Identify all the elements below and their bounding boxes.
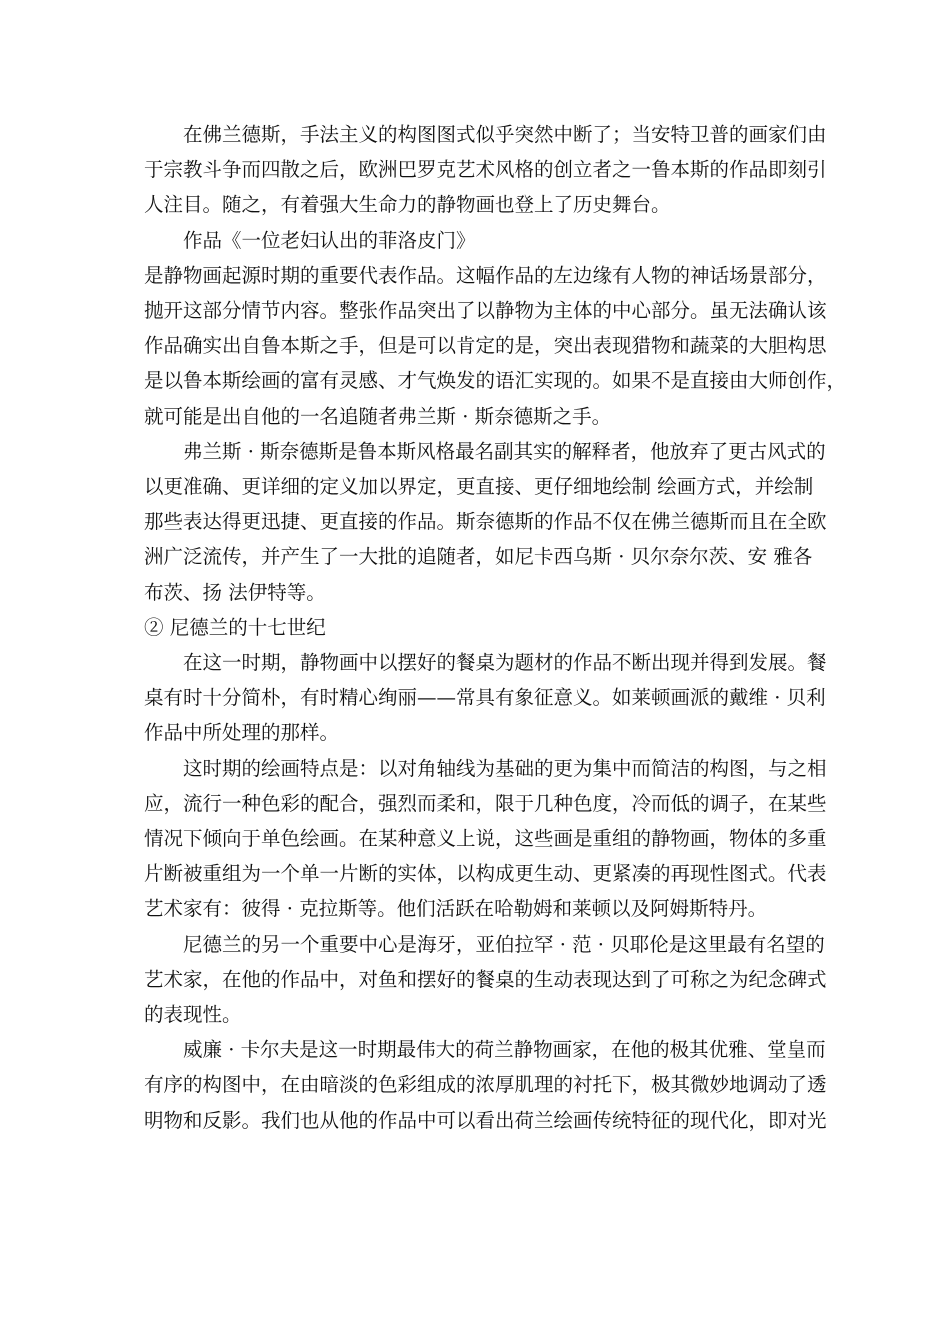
text-line: 弗兰斯 · 斯奈德斯是鲁本斯风格最名副其实的解释者，他放弃了更古风式的: [183, 439, 826, 463]
paragraph-artwork-description: [144, 258, 847, 434]
paragraph-the-hague: [144, 927, 827, 1033]
text-line: 洲广泛流传，并产生了一大批的追随者，如尼卡西乌斯 · 贝尔奈尔茨、安 雅各: [144, 545, 813, 569]
paragraph-period-characteristics: [144, 751, 827, 927]
section-heading-netherlands-17th-century: [144, 610, 808, 645]
text-line: 人注目。随之，有着强大生命力的静物画也登上了历史舞台。: [144, 193, 671, 217]
text-line: 艺术家，在他的作品中，对鱼和摆好的餐桌的生动表现达到了可称之为纪念碑式: [144, 967, 827, 991]
paragraph-snyders: [144, 434, 827, 610]
document-page: [144, 117, 847, 1138]
text-line: 是静物画起源时期的重要代表作品。这幅作品的左边缘有人物的神话场景部分，: [144, 263, 827, 287]
text-line: 的表现性。: [144, 1003, 242, 1027]
text-line: 艺术家有：彼得 · 克拉斯等。他们活跃在哈勒姆和莱顿以及阿姆斯特丹。: [144, 897, 768, 921]
text-line: 在这一时期，静物画中以摆好的餐桌为题材的作品不断出现并得到发展。餐: [183, 651, 827, 675]
paragraph-set-table: [144, 645, 827, 751]
text-line: 有序的构图中，在由暗淡的色彩组成的浓厚肌理的衬托下，极其微妙地调动了透: [144, 1073, 827, 1097]
text-line: 作品《一位老妇认出的菲洛皮门》: [183, 228, 476, 252]
text-line: 应，流行一种色彩的配合，强烈而柔和，限于几种色度，冷而低的调子，在某些: [144, 791, 827, 815]
text-line: 片断被重组为一个单一片断的实体，以构成更生动、更紧凑的再现性图式。代表: [144, 862, 827, 886]
paragraph-flanders-intro: [144, 117, 827, 223]
text-line: 情况下倾向于单色绘画。在某种意义上说，这些画是重组的静物画，物体的多重: [144, 827, 827, 851]
text-line: 就可能是出自他的一名追随者弗兰斯 · 斯奈德斯之手。: [144, 404, 612, 428]
text-line: 尼德兰的另一个重要中心是海牙，亚伯拉罕 · 范 · 贝耶伦是这里最有名望的: [183, 932, 825, 956]
text-line: 布茨、扬 法伊特等。: [144, 580, 326, 604]
text-line: 于宗教斗争而四散之后，欧洲巴罗克艺术风格的创立者之一鲁本斯的作品即刻引: [144, 158, 827, 182]
text-line: 抛开这部分情节内容。整张作品突出了以静物为主体的中心部分。虽无法确认该: [144, 299, 827, 323]
text-line: 在佛兰德斯，手法主义的构图图式似乎突然中断了；当安特卫普的画家们由: [183, 123, 827, 146]
text-line: 威廉 · 卡尔夫是这一时期最伟大的荷兰静物画家，在他的极其优雅、堂皇而: [183, 1038, 826, 1062]
text-line: 这时期的绘画特点是：以对角轴线为基础的更为集中而简洁的构图，与之相: [183, 756, 827, 780]
text-line: 以更准确、更详细的定义加以界定，更直接、更仔细地绘制 绘画方式，并绘制: [144, 475, 814, 499]
text-line: 桌有时十分简朴，有时精心绚丽——常具有象征意义。如莱顿画派的戴维 · 贝利: [144, 686, 826, 710]
text-line: 作品中所处理的那样。: [144, 721, 340, 745]
section-heading: ② 尼德兰的十七世纪: [144, 615, 326, 639]
paragraph-willem-kalf: [144, 1032, 827, 1138]
text-line: 明物和反影。我们也从他的作品中可以看出荷兰绘画传统特征的现代化，即对光: [144, 1108, 827, 1132]
paragraph-artwork-title: [144, 223, 808, 258]
text-line: 作品确实出自鲁本斯之手，但是可以肯定的是，突出表现猎物和蔬菜的大胆构思: [144, 334, 827, 358]
text-line: 那些表达得更迅捷、更直接的作品。斯奈德斯的作品不仅在佛兰德斯而且在全欧: [144, 510, 827, 534]
text-line: 是以鲁本斯绘画的富有灵感、才气焕发的语汇实现的。如果不是直接由大师创作，: [144, 369, 847, 393]
